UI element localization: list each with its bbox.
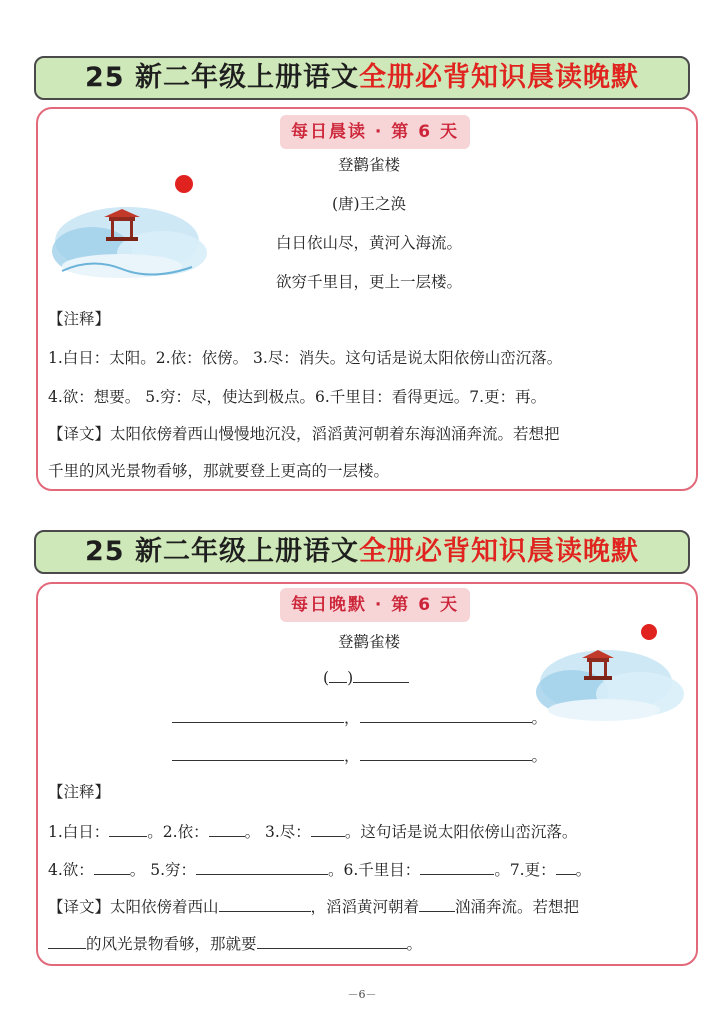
poem-blank-line-2: ， 。 [172, 744, 547, 766]
evening-day-tag: 每日晚默 · 第 6 天 [280, 588, 470, 622]
translation-blank-line-2: 的风光景物看够，那就要 。 [48, 932, 422, 954]
author-dynasty-blank[interactable] [329, 668, 347, 683]
page-number: －6－ [347, 988, 377, 1001]
banner-title-black: 25 新二年级上册语文 [85, 536, 359, 567]
poem-blank-line-1: ， 。 [172, 706, 547, 728]
title-banner-top [34, 56, 690, 100]
note-blank[interactable] [209, 822, 245, 837]
translation-header: 【译文】 [48, 898, 111, 916]
translation-line-2: 千里的风光景物看够，那就要登上更高的一层楼。 [48, 462, 390, 480]
poem-title: 登鹳雀楼 [337, 633, 400, 651]
notes-blank-line-2: 4.欲： 。 5.穷： 。6.千里目： 。7.更： 。 [48, 861, 592, 879]
note-blank[interactable] [94, 860, 130, 875]
notes-header: 【注释】 [48, 783, 111, 801]
morning-day-tag: 每日晨读 · 第 6 天 [280, 115, 470, 149]
poem-blank[interactable] [172, 708, 344, 723]
poem-author: (唐)王之涣 [331, 195, 407, 213]
poem-blank[interactable] [360, 708, 532, 723]
banner-title-red: 全册必背知识晨读晚默 [358, 62, 639, 93]
poem-blank[interactable] [172, 746, 344, 761]
note-blank[interactable] [556, 860, 576, 875]
translation-line-1 [48, 422, 560, 444]
note-blank[interactable] [109, 822, 147, 837]
author-blank-line: ( ) [323, 668, 409, 687]
translation-blank[interactable] [257, 934, 407, 949]
note-blank[interactable] [311, 822, 345, 837]
translation-blank-line-1: 【译文】太阳依傍着西山 ，滔滔黄河朝着 汹涌奔流。若想把 [48, 898, 580, 916]
author-name-blank[interactable] [353, 668, 409, 683]
poem-blank[interactable] [360, 746, 532, 761]
notes-header: 【注释】 [48, 310, 111, 328]
pavilion-illustration [52, 171, 232, 281]
banner-title-black: 25 新二年级上册语文 [85, 62, 359, 93]
poem-title: 登鹳雀楼 [337, 156, 400, 174]
title-banner-bottom [34, 530, 690, 574]
note-blank[interactable] [420, 860, 494, 875]
translation-header: 【译文】 [48, 425, 111, 443]
poem-line-1: 白日依山尽，黄河入海流。 [275, 234, 462, 252]
morning-reading-card [36, 107, 698, 491]
evening-dictation-card [36, 582, 698, 966]
translation-text-1: 太阳依傍着西山慢慢地沉没，滔滔黄河朝着东海汹涌奔流。若想把 [110, 425, 560, 443]
note-blank[interactable] [196, 860, 328, 875]
notes-line-1: 1.白日：太阳。2.依：依傍。 3.尽：消失。这句话是说太阳依傍山峦沉落。 [48, 349, 563, 367]
poem-line-2: 欲穷千里目，更上一层楼。 [275, 273, 462, 291]
banner-title-red: 全册必背知识晨读晚默 [358, 536, 639, 567]
translation-blank[interactable] [419, 897, 455, 912]
translation-blank[interactable] [48, 934, 86, 949]
notes-line-2: 4.欲：想要。 5.穷：尽，使达到极点。6.千里目：看得更远。7.更：再。 [48, 388, 547, 406]
translation-blank[interactable] [219, 897, 311, 912]
notes-blank-line-1: 1.白日： 。2.依： 。 3.尽： 。这句话是说太阳依傍山峦沉落。 [48, 823, 578, 841]
